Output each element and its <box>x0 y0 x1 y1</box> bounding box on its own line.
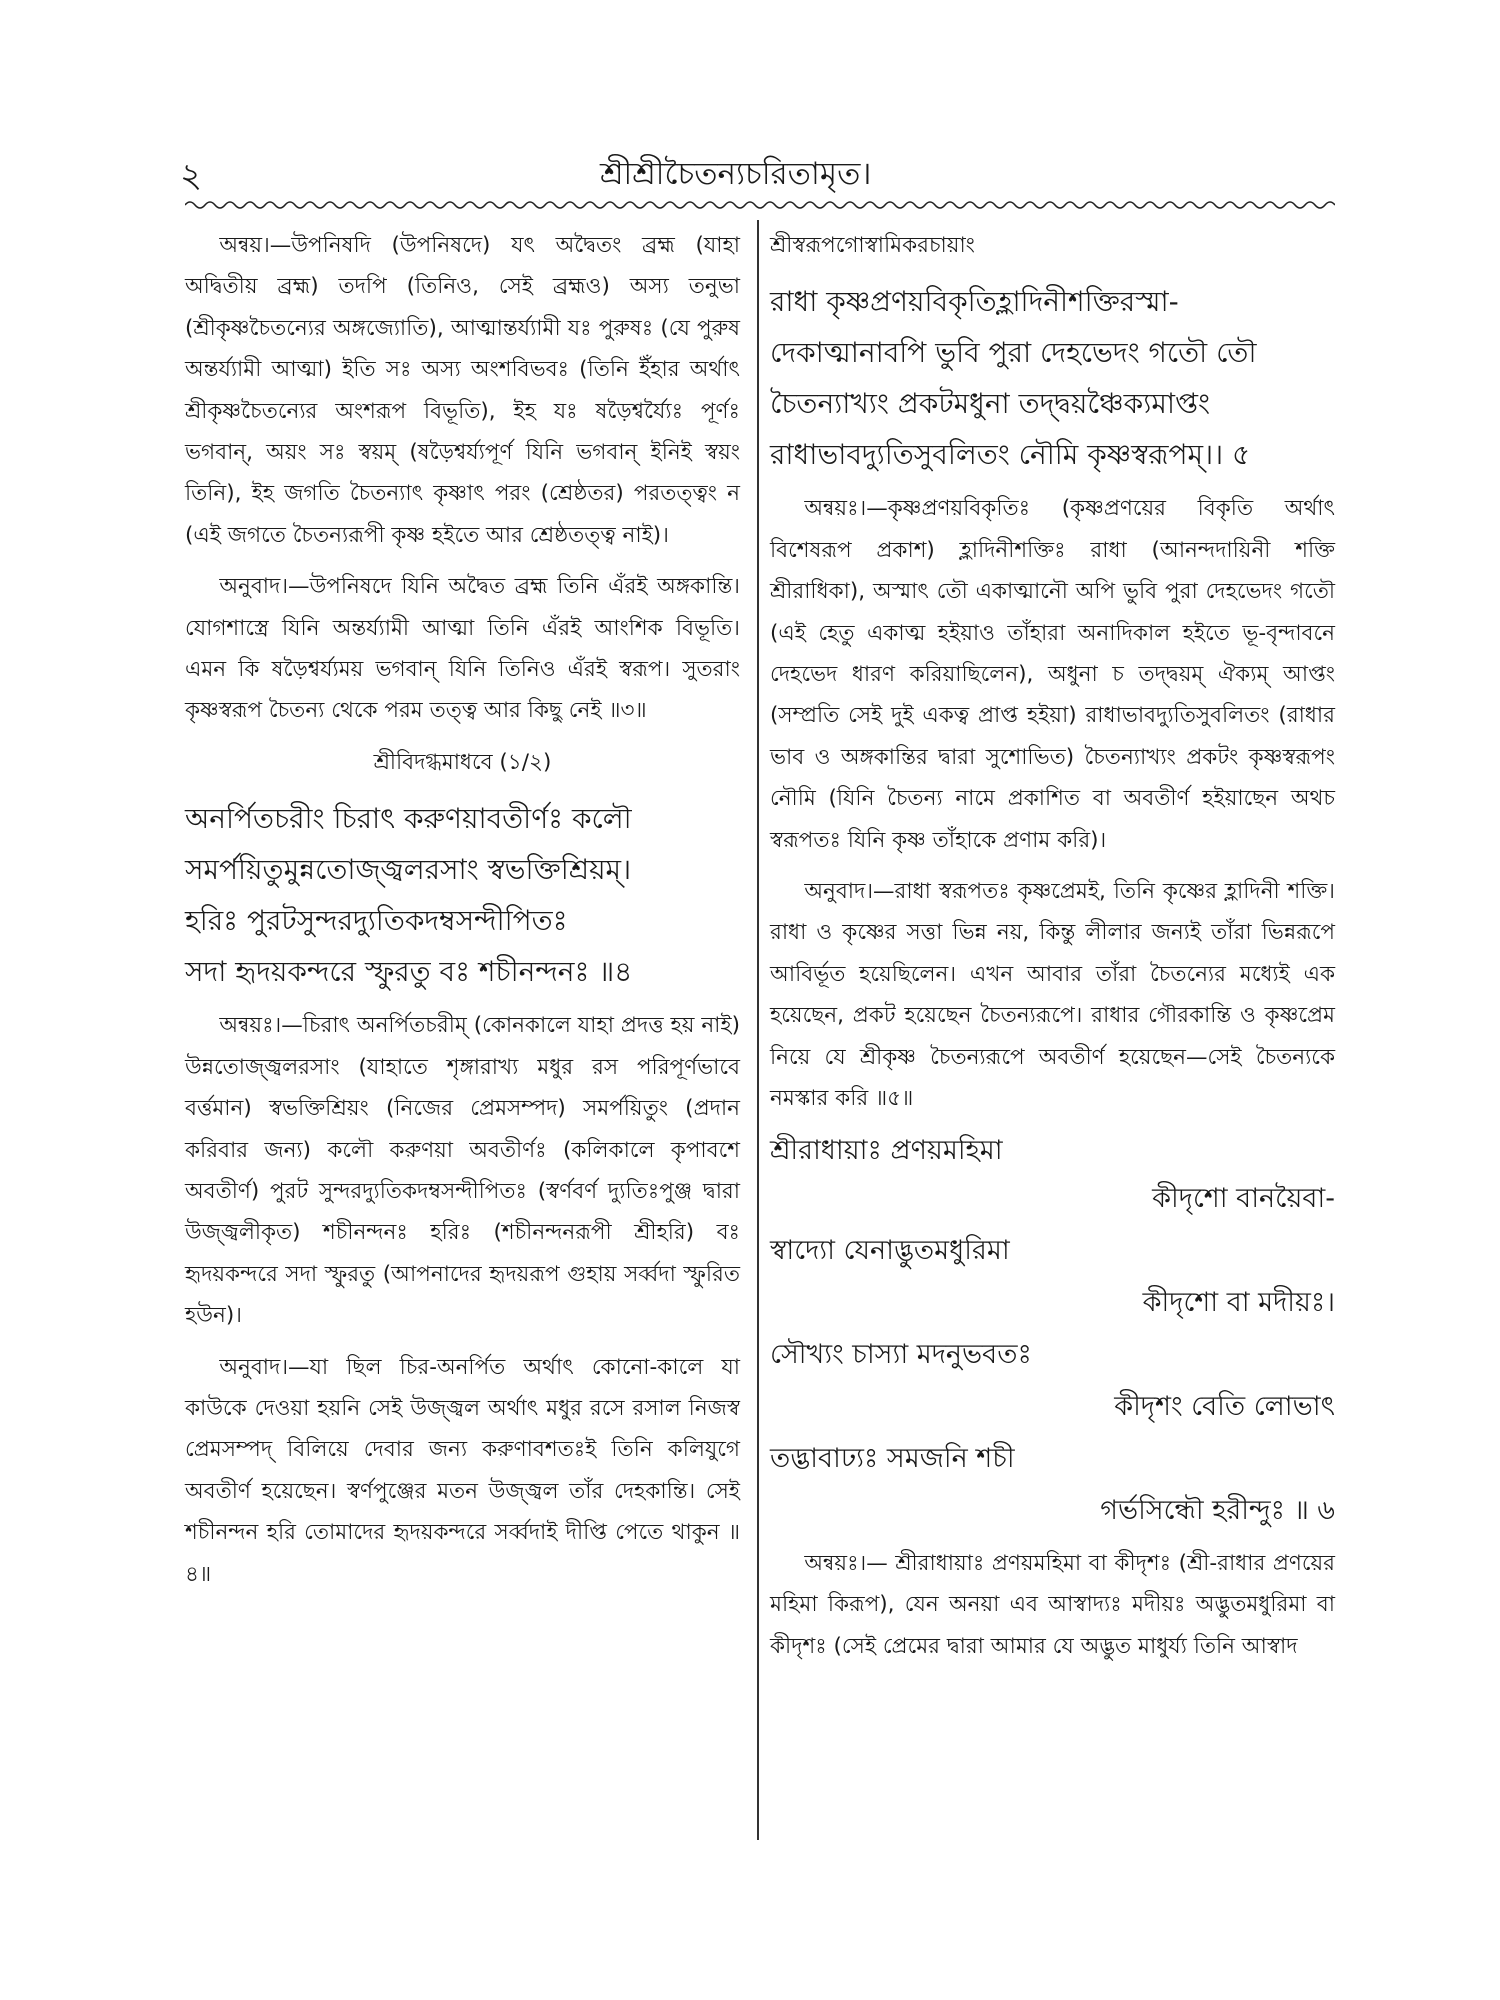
verse-line: রাধা কৃষ্ণপ্রণয়বিকৃতিহ্লাদিনীশক্তিরস্মা- <box>770 285 1179 319</box>
wavy-rule <box>185 197 1335 213</box>
verse-line: রাধাভাবদ্যুতিসুবলিতং নৌমি কৃষ্ণস্বরূপম্।। ৫ <box>770 438 1251 472</box>
verse-line: সমর্পয়িতুমুন্নতোজ্জ্বলরসাং স্বভক্তিশ্রিয়ম্। <box>185 853 632 887</box>
verse-line: দেকাত্মানাবপি ভুবি পুরা দেহভেদং গতৌ তৌ <box>770 336 1257 370</box>
right-column <box>770 225 1335 1677</box>
verse-4 <box>185 793 740 997</box>
verse-line: সদা হৃদয়কন্দরে স্ফুরতু বঃ শচীনন্দনঃ ॥৪ <box>185 955 633 989</box>
verse-line: অনর্পিতচরীং চিরাৎ করুণয়াবতীর্ণঃ কলৌ <box>185 802 632 836</box>
verse-5 <box>770 276 1335 480</box>
verse-line: স্বাদ্যো যেনাদ্ভুতমধুরিমা <box>770 1234 1010 1266</box>
source-4: শ্রীবিদগ্ধমাধবে (১/২) <box>373 749 552 775</box>
verse-line: কীদৃশং বেতি লোভাৎ <box>1114 1390 1335 1422</box>
verse-line: গর্ভসিন্ধৌ হরীন্দুঃ ॥ ৬ <box>1100 1494 1335 1526</box>
anvaya-4: অন্বয়ঃ।—চিরাৎ অনর্পিতচরীম্ (কোনকালে যাহা প্রদত্ত হয় নাই) উন্নতোজ্জ্বলরসাং (যাহাতে শৃঙ্গারাখ্য মধুর রস পরিপূর্ণভাবে বর্ত্তমান) স্বভক্তিশ্রিয়ং (নিজের প্রেমসম্পদ) সমর্পয়িতুং (প্রদান করিবার জন্য) কলৌ করুণয়া অবতীর্ণঃ (কলিকালে কৃপাবশে অবতীর্ণ) পুরট সুন্দরদ্যুতিকদম্বসন্দীপিতঃ (স্বর্ণবর্ণ দ্যুতিঃপুঞ্জ দ্বারা উজ্জ্বলীকৃত) শচীনন্দনঃ হরিঃ (শচীনন্দনরূপী শ্রীহরি) বঃ হৃদয়কন্দরে সদা স্ফুরতু (আপনাদের হৃদয়রূপ গুহায় সর্ব্বদা স্ফুরিত হউন)। <box>185 1013 740 1329</box>
verse-line: চৈতন্যাখ্যং প্রকটমধুনা তদ্দ্বয়ঞ্চৈক্যমাপ্তং <box>770 387 1211 421</box>
anuvad-3: অনুবাদ।—উপনিষদে যিনি অদ্বৈত ব্রহ্ম তিনি এঁরই অঙ্গকান্তি। যোগশাস্ত্রে যিনি অন্তর্য্যামী আত্মা তিনি এঁরই আংশিক বিভূতি। এমন কি ষড়ৈশ্বর্য্যময় ভগবান্ যিনি তিনিও এঁরই স্বরূপ। সুতরাং কৃষ্ণস্বরূপ চৈতন্য থেকে পরম তত্ত্ব আর কিছু নেই ॥৩॥ <box>185 574 740 724</box>
verse-line: কীদৃশো বা মদীয়ঃ। <box>1142 1286 1335 1318</box>
source-5: শ্রীস্বরূপগোস্বামিকরচায়াং <box>770 233 975 258</box>
verse-line: তদ্ভাবাঢ্যঃ সমজনি শচী <box>770 1442 1015 1474</box>
section-heading: শ্রীরাধায়াঃ প্রণয়মহিমা <box>770 1134 1003 1166</box>
verse-6 <box>770 1173 1335 1537</box>
page-number: ২ <box>180 156 203 196</box>
anuvad-5: অনুবাদ।—রাধা স্বরূপতঃ কৃষ্ণপ্রেমই, তিনি কৃষ্ণের হ্লাদিনী শক্তি। রাধা ও কৃষ্ণের সত্তা ভিন্ন নয়, কিন্তু লীলার জন্যই তাঁরা ভিন্নরূপে আবির্ভূত হয়েছিলেন। এখন আবার তাঁরা চৈতন্যের মধ্যেই এক হয়েছেন, প্রকট হয়েছেন চৈতন্যরূপে। রাধার গৌরকান্তি ও কৃষ্ণপ্রেম নিয়ে যে শ্রীকৃষ্ণ চৈতন্যরূপে অবতীর্ণ হয়েছেন—সেই চৈতন্যকে নমস্কার করি ॥৫॥ <box>770 879 1335 1112</box>
left-column <box>185 225 740 1605</box>
anuvad-4: অনুবাদ।—যা ছিল চির-অনর্পিত অর্থাৎ কোনো-কালে যা কাউকে দেওয়া হয়নি সেই উজ্জ্বল অর্থাৎ মধুর রসে রসাল নিজস্ব প্রেমসম্পদ্ বিলিয়ে দেবার জন্য করুণাবশতঃই তিনি কলিযুগে অবতীর্ণ হয়েছেন। স্বর্ণপুঞ্জের মতন উজ্জ্বল তাঁর দেহকান্তি। সেই শচীনন্দন হরি তোমাদের হৃদয়কন্দরে সর্ব্বদাই দীপ্তি পেতে থাকুন ॥৪॥ <box>185 1354 740 1587</box>
verse-line: হরিঃ পুরটসুন্দরদ্যুতিকদম্বসন্দীপিতঃ <box>185 904 568 938</box>
column-divider <box>757 220 759 1840</box>
anvaya-6: অন্বয়ঃ।— শ্রীরাধায়াঃ প্রণয়মহিমা বা কীদৃশঃ (শ্রী-রাধার প্রণয়ের মহিমা কিরূপ), যেন অনয়া এব আস্বাদ্যঃ মদীয়ঃ অদ্ভুতমধুরিমা বা কীদৃশঃ (সেই প্রেমের দ্বারা আমার যে অদ্ভুত মাধুর্য্য তিনি আস্বাদ <box>770 1550 1335 1659</box>
verse-line: কীদৃশো বানয়ৈবা- <box>1152 1182 1335 1214</box>
anvaya-5: অন্বয়ঃ।—কৃষ্ণপ্রণয়বিকৃতিঃ (কৃষ্ণপ্রণয়ের বিকৃতি অর্থাৎ বিশেষরূপ প্রকাশ) হ্লাদিনীশক্তিঃ রাধা (আনন্দদায়িনী শক্তি শ্রীরাধিকা), অস্মাৎ তৌ একাত্মানৌ অপি ভুবি পুরা দেহভেদং গতৌ (এই হেতু একাত্ম হইয়াও তাঁহারা অনাদিকাল হইতে ভূ-বৃন্দাবনে দেহভেদ ধারণ করিয়াছিলেন), অধুনা চ তদ্দ্বয়ম্ ঐক্যম্ আপ্তং (সম্প্রতি সেই দুই একত্ব প্রাপ্ত হইয়া) রাধাভাবদ্যুতিসুবলিতং (রাধার ভাব ও অঙ্গকান্তির দ্বারা সুশোভিত) চৈতন্যাখ্যং প্রকটং কৃষ্ণস্বরূপং নৌমি (যিনি চৈতন্য নামে প্রকাশিত বা অবতীর্ণ হইয়াছেন অথচ স্বরূপতঃ যিনি কৃষ্ণ তাঁহাকে প্রণাম করি)। <box>770 496 1335 853</box>
running-title: শ্রীশ্রীচৈতন্যচরিতামৃত। <box>600 156 872 192</box>
verse-line: সৌখ্যং চাস্যা মদনুভবতঃ <box>770 1338 1032 1370</box>
anvaya-3: অন্বয়।—উপনিষদি (উপনিষদে) যৎ অদ্বৈতং ব্রহ্ম (যাহা অদ্বিতীয় ব্রহ্ম) তদপি (তিনিও, সেই ব্রহ্মও) অস্য তনুভা (শ্রীকৃষ্ণচৈতন্যের অঙ্গজ্যোতি), আত্মান্তর্য্যামী যঃ পুরুষঃ (যে পুরুষ অন্তর্য্যামী আত্মা) ইতি সঃ অস্য অংশবিভবঃ (তিনি ইঁহার অর্থাৎ শ্রীকৃষ্ণচৈতন্যের অংশরূপ বিভূতি), ইহ যঃ ষড়ৈশ্বর্য্যৈঃ পূর্ণঃ ভগবান্, অয়ং সঃ স্বয়ম্ (ষড়ৈশ্বর্য্যপূর্ণ যিনি ভগবান্ ইনিই স্বয়ং তিনি), ইহ জগতি চৈতন্যাৎ কৃষ্ণাৎ পরং (শ্রেষ্ঠতর) পরতত্ত্বং ন (এই জগতে চৈতন্যরূপী কৃষ্ণ হইতে আর শ্রেষ্ঠতত্ত্ব নাই)। <box>185 233 740 548</box>
